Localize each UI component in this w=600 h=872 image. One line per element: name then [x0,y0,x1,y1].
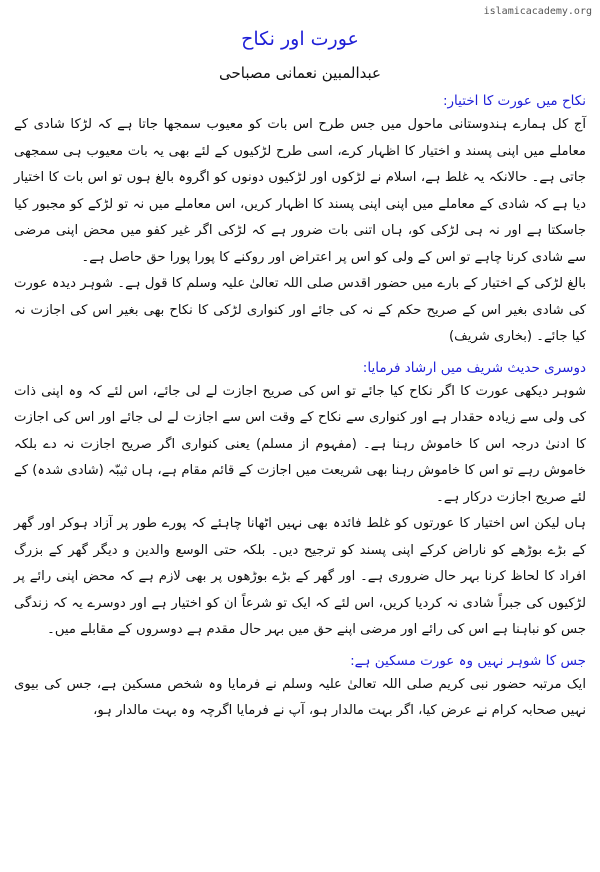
section-heading: جس کا شوہر نہیں وہ عورت مسکین ہے: [350,652,586,669]
section-heading: دوسری حدیث شریف میں ارشاد فرمایا: [362,359,586,376]
author-name: عبدالمبین نعمانی مصباحی [218,64,381,82]
paragraph: شوہر دیکھی عورت کا اگر نکاح کیا جائے تو اس کی صریح اجازت لے لی جائے، اس لئے کہ وہ اپنی ذات کی ولی سے زیادہ حقدار ہے اور کنواری سے نکاح کے وقت اس سے اجازت لے لی جائے اور اس کی اجازت کا ادنیٰ درجہ اس کا خاموش رہنا ہے۔ (مفہوم از مسلم) یعنی کنواری اگر صریح اجازت نہ دے بلکہ خاموش رہے تو اس کا خاموش رہنا بھی شریعت میں اجازت کے قائم مقام ہے، ہاں ثیبّہ (شادی شدہ) کے لئے صریح اجازت درکار ہے۔ [14,383,586,505]
site-watermark: islamicacademy.org [483,6,592,17]
section-second-hadith [14,357,586,644]
page-title: عورت اور نکاح [241,28,359,50]
paragraph: آج کل ہمارے ہندوستانی ماحول میں جس طرح اس بات کو معیوب سمجھا جاتا ہے کہ لڑکا شادی کے معاملے میں اپنی پسند و اختیار کا اظہار کرے، اسی طرح لڑکیوں کے لئے بھی یہ بات معیوب ہی سمجھی جاتی ہے۔ حالانکہ یہ غلط ہے، اسلام نے لڑکوں اور لڑکیوں دونوں کو اگروہ بالغ ہوں تو اس بات کا اختیار دیا ہے کہ شادی کے معاملے میں اپنی اپنی پسند کا اظہار کریں، اس معاملے میں نہ تو لڑکے کو مجبور کیا جاسکتا ہے اور نہ ہی لڑکی کو، ہاں اتنی بات ضرور ہے کہ لڑکی اگر غیر کفو میں محض اپنی مرضی سے شادی کرنا چاہے تو اس کے ولی کو اس پر اعتراض اور روکنے کا پورا پورا حق حاصل ہے۔ [14,117,586,265]
paragraph: ایک مرتبہ حضور نبی کریم صلی اللہ تعالیٰ علیہ وسلم نے فرمایا وہ شخص مسکین ہے، جس کی بیوی نہیں صحابہ کرام نے عرض کیا، اگر بہت مالدار ہو، آپ نے فرمایا اگرچہ وہ بہت مالدار ہو، [14,676,586,718]
paragraph: بالغ لڑکی کے اختیار کے بارے میں حضور اقدس صلی اللہ تعالیٰ علیہ وسلم کا قول ہے۔ شوہر دیدہ عورت کی شادی بغیر اس کے صریح حکم کے نہ کی جائے اور کنواری لڑکی کا نکاح بھی بغیر اس کی اجازت نہ کیا جائے۔ (بخاری شریف) [14,276,586,344]
article [14,26,586,725]
section-choice [14,90,586,351]
paragraph: ہاں لیکن اس اختیار کا عورتوں کو غلط فائدہ بھی نہیں اٹھانا چاہئے کہ پورے طور پر آزاد ہوکر اور گھر کے بڑے بوڑھے کو ناراض کرکے اپنی پسند کو ترجیح دیں۔ بلکہ حتی الوسع والدین و دیگر گھر کے بزرگ افراد کا لحاظ کرنا بہر حال ضروری ہے۔ اور گھر کے بڑے بوڑھوں پر بھی لازم ہے کہ محض اپنی رائے پر لڑکیوں کی جبراً شادی نہ کردیا کریں، اس لئے کہ ایک تو شرعاً ان کو اختیار ہے اور دوسرے یہ کہ زندگی جس کو نباہنا ہے اس کی رائے اور مرضی اپنے حق میں بہر حال مقدم ہے دوسروں کے مقابلے میں۔ [14,516,586,637]
section-heading: نکاح میں عورت کا اختیار: [442,93,586,109]
section-miskeen [14,650,586,725]
